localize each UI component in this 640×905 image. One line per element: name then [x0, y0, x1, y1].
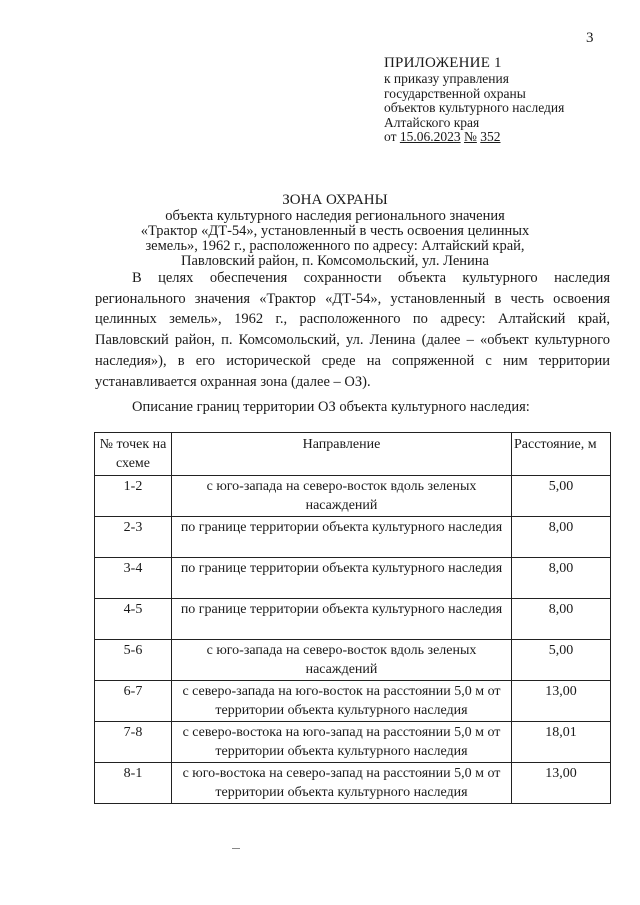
title-line: объекта культурного наследия регионального значения — [165, 208, 505, 224]
cell-points: 8-1 — [95, 763, 172, 804]
cell-distance: 13,00 — [512, 681, 611, 722]
header-distance: Расстояние, м — [512, 433, 611, 476]
cell-direction: с юго-запада на северо-восток вдоль зеленых насаждений — [172, 476, 512, 517]
table-caption: Описание границ территории ОЗ объекта культурного наследия: — [132, 399, 530, 415]
cell-points: 6-7 — [95, 681, 172, 722]
table-row — [95, 517, 611, 558]
table-row — [95, 599, 611, 640]
table-row — [95, 558, 611, 599]
table-row — [95, 476, 611, 517]
table-header-row — [95, 433, 611, 476]
scan-mark — [232, 848, 240, 849]
cell-points: 4-5 — [95, 599, 172, 640]
title-main: ЗОНА ОХРАНЫ — [282, 192, 388, 208]
table-row — [95, 640, 611, 681]
cell-direction: с северо-запада на юго-восток на расстоянии 5,0 м от территории объекта культурного наследия — [172, 681, 512, 722]
cell-points: 2-3 — [95, 517, 172, 558]
cell-points: 5-6 — [95, 640, 172, 681]
intro-paragraph: В целях обеспечения сохранности объекта культурного наследия регионального значения «Трактор «ДТ-54», установленный в честь освоения целинных земель», 1962 г., расположенного по адресу: Алтайский край, Павловский район, п. Комсомольский, ул. Ленина (далее – «объект культурного наследия»), в его исторической среде на сопряженной с ним территории устанавливается охранная зона (далее – ОЗ). — [95, 270, 610, 390]
cell-distance: 5,00 — [512, 640, 611, 681]
cell-points: 3-4 — [95, 558, 172, 599]
title-line: земель», 1962 г., расположенного по адресу: Алтайский край, — [145, 238, 525, 254]
document-title — [100, 193, 570, 269]
cell-direction: по границе территории объекта культурного наследия — [172, 517, 512, 558]
header-points: № точек на схеме — [95, 433, 172, 476]
appendix-line: к приказу управления — [384, 71, 509, 86]
appendix-date-line — [384, 130, 629, 145]
appendix-block — [384, 55, 629, 145]
cell-points: 7-8 — [95, 722, 172, 763]
cell-distance: 5,00 — [512, 476, 611, 517]
cell-distance: 8,00 — [512, 599, 611, 640]
cell-distance: 8,00 — [512, 558, 611, 599]
order-number: 352 — [480, 129, 501, 144]
appendix-heading: ПРИЛОЖЕНИЕ 1 — [384, 55, 502, 71]
header-direction: Направление — [172, 433, 512, 476]
appendix-line: государственной охраны — [384, 85, 526, 101]
cell-direction: с юго-запада на северо-восток вдоль зеленых насаждений — [172, 640, 512, 681]
cell-direction: по границе территории объекта культурного наследия — [172, 558, 512, 599]
title-line: «Трактор «ДТ-54», установленный в честь освоения целинных — [140, 223, 530, 239]
cell-direction: с северо-востока на юго-запад на расстоянии 5,0 м от территории объекта культурного наследия — [172, 722, 512, 763]
appendix-line: объектов культурного наследия — [384, 100, 565, 115]
cell-distance: 8,00 — [512, 517, 611, 558]
table-row — [95, 763, 611, 804]
borders-table — [94, 432, 611, 804]
cell-direction: по границе территории объекта культурного наследия — [172, 599, 512, 640]
order-date: 15.06.2023 — [399, 129, 461, 144]
cell-direction: с юго-востока на северо-запад на расстоянии 5,0 м от территории объекта культурного наследия — [172, 763, 512, 804]
appendix-line: Алтайского края — [384, 114, 480, 130]
table-row — [95, 722, 611, 763]
title-line: Павловский район, п. Комсомольский, ул. Ленина — [181, 253, 489, 269]
cell-distance: 18,01 — [512, 722, 611, 763]
cell-points: 1-2 — [95, 476, 172, 517]
number-sign: № — [463, 129, 477, 144]
page-number: 3 — [586, 30, 594, 46]
cell-distance: 13,00 — [512, 763, 611, 804]
date-prefix: от — [384, 129, 397, 144]
table-row — [95, 681, 611, 722]
